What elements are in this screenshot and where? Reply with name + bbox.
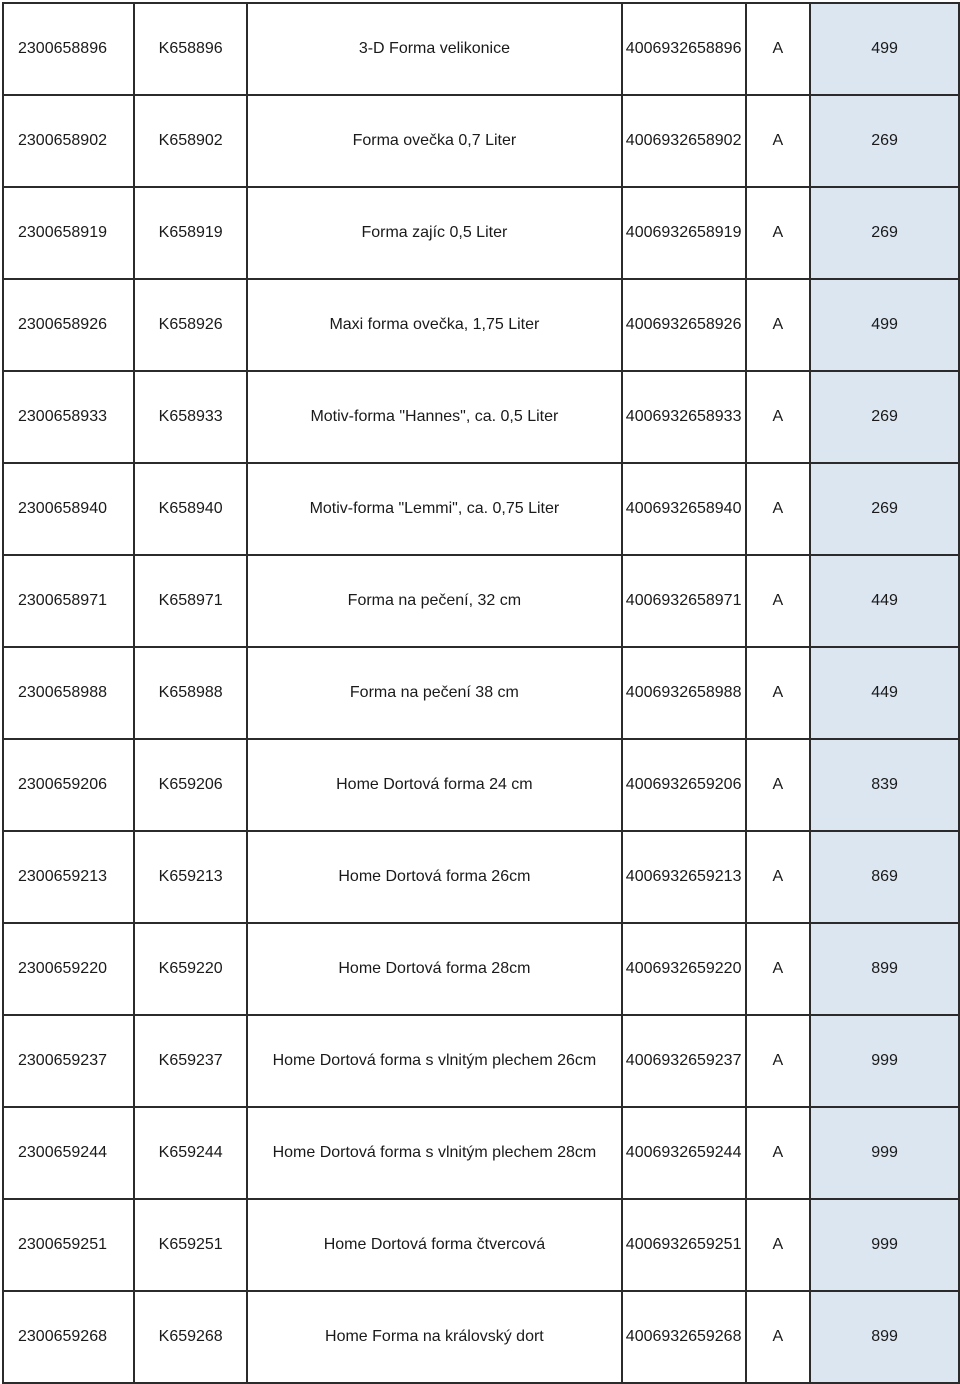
product-code-cell: K659213 [134,831,247,923]
price-cell: 899 [810,1291,959,1383]
table-row [3,1199,959,1291]
product-name-cell: Motiv-forma "Hannes", ca. 0,5 Liter [247,371,622,463]
ean-cell: 4006932658902 [622,95,746,187]
ean-cell: 4006932659268 [622,1291,746,1383]
category-cell: A [746,831,811,923]
product-code-cell: K659268 [134,1291,247,1383]
product-code-cell: K658902 [134,95,247,187]
table-row [3,555,959,647]
ean-cell: 4006932659220 [622,923,746,1015]
article-number-cell: 2300658919 [3,187,134,279]
table-row [3,1107,959,1199]
product-code-cell: K658988 [134,647,247,739]
product-name-cell: Home Forma na královský dort [247,1291,622,1383]
table-row [3,1015,959,1107]
product-code-cell: K658919 [134,187,247,279]
price-cell: 869 [810,831,959,923]
category-cell: A [746,555,811,647]
article-number-cell: 2300658896 [3,3,134,95]
ean-cell: 4006932658919 [622,187,746,279]
price-cell: 449 [810,555,959,647]
table-row [3,923,959,1015]
ean-cell: 4006932659213 [622,831,746,923]
price-cell: 499 [810,3,959,95]
ean-cell: 4006932659251 [622,1199,746,1291]
product-name-cell: Home Dortová forma čtvercová [247,1199,622,1291]
product-code-cell: K659244 [134,1107,247,1199]
ean-cell: 4006932658926 [622,279,746,371]
article-number-cell: 2300658940 [3,463,134,555]
product-name-cell: Home Dortová forma s vlnitým plechem 28cm [247,1107,622,1199]
category-cell: A [746,371,811,463]
ean-cell: 4006932658971 [622,555,746,647]
ean-cell: 4006932659237 [622,1015,746,1107]
ean-cell: 4006932659244 [622,1107,746,1199]
article-number-cell: 2300658971 [3,555,134,647]
table-row [3,831,959,923]
price-cell: 839 [810,739,959,831]
price-cell: 999 [810,1199,959,1291]
table-row [3,1291,959,1383]
product-table [2,2,960,1384]
category-cell: A [746,739,811,831]
product-name-cell: Motiv-forma "Lemmi", ca. 0,75 Liter [247,463,622,555]
table-row [3,371,959,463]
price-cell: 269 [810,463,959,555]
product-table-body [3,3,959,1383]
category-cell: A [746,647,811,739]
product-name-cell: Home Dortová forma 28cm [247,923,622,1015]
category-cell: A [746,3,811,95]
price-cell: 269 [810,187,959,279]
article-number-cell: 2300659213 [3,831,134,923]
price-cell: 269 [810,371,959,463]
table-row [3,279,959,371]
article-number-cell: 2300659206 [3,739,134,831]
product-name-cell: Forma na pečení, 32 cm [247,555,622,647]
category-cell: A [746,463,811,555]
table-row [3,187,959,279]
category-cell: A [746,1015,811,1107]
product-code-cell: K658933 [134,371,247,463]
category-cell: A [746,187,811,279]
product-code-cell: K659251 [134,1199,247,1291]
product-code-cell: K658926 [134,279,247,371]
article-number-cell: 2300659268 [3,1291,134,1383]
article-number-cell: 2300658902 [3,95,134,187]
product-name-cell: 3-D Forma velikonice [247,3,622,95]
table-row [3,95,959,187]
product-name-cell: Home Dortová forma s vlnitým plechem 26cm [247,1015,622,1107]
category-cell: A [746,279,811,371]
table-row [3,647,959,739]
price-cell: 999 [810,1015,959,1107]
product-name-cell: Forma ovečka 0,7 Liter [247,95,622,187]
article-number-cell: 2300659237 [3,1015,134,1107]
product-name-cell: Home Dortová forma 26cm [247,831,622,923]
product-code-cell: K659220 [134,923,247,1015]
category-cell: A [746,923,811,1015]
product-name-cell: Forma na pečení 38 cm [247,647,622,739]
price-cell: 499 [810,279,959,371]
category-cell: A [746,95,811,187]
price-cell: 449 [810,647,959,739]
product-name-cell: Forma zajíc 0,5 Liter [247,187,622,279]
ean-cell: 4006932658940 [622,463,746,555]
table-row [3,739,959,831]
ean-cell: 4006932658988 [622,647,746,739]
article-number-cell: 2300659251 [3,1199,134,1291]
table-row [3,463,959,555]
article-number-cell: 2300658988 [3,647,134,739]
article-number-cell: 2300659244 [3,1107,134,1199]
article-number-cell: 2300659220 [3,923,134,1015]
product-code-cell: K658896 [134,3,247,95]
price-cell: 899 [810,923,959,1015]
article-number-cell: 2300658933 [3,371,134,463]
product-code-cell: K658940 [134,463,247,555]
product-code-cell: K659206 [134,739,247,831]
product-name-cell: Home Dortová forma 24 cm [247,739,622,831]
article-number-cell: 2300658926 [3,279,134,371]
product-code-cell: K658971 [134,555,247,647]
category-cell: A [746,1291,811,1383]
price-cell: 999 [810,1107,959,1199]
table-row [3,3,959,95]
ean-cell: 4006932658896 [622,3,746,95]
product-code-cell: K659237 [134,1015,247,1107]
price-cell: 269 [810,95,959,187]
category-cell: A [746,1199,811,1291]
ean-cell: 4006932658933 [622,371,746,463]
category-cell: A [746,1107,811,1199]
product-name-cell: Maxi forma ovečka, 1,75 Liter [247,279,622,371]
ean-cell: 4006932659206 [622,739,746,831]
